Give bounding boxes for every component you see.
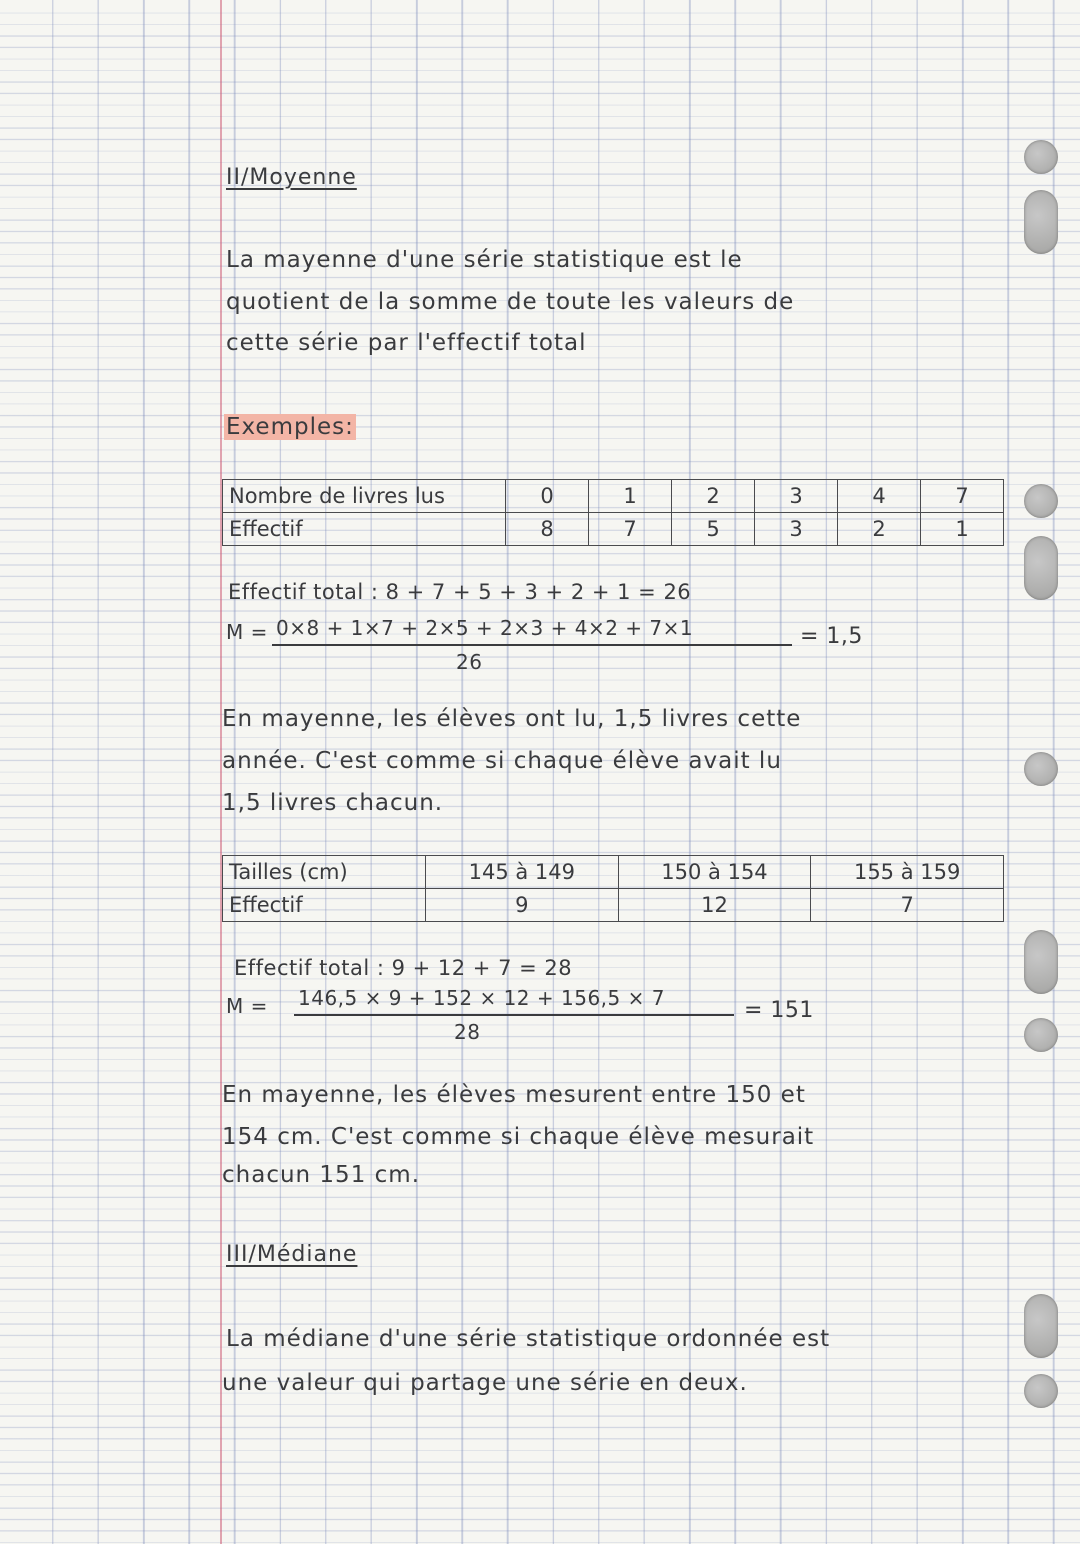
- table-cell: 3: [755, 513, 838, 546]
- table-cell: 2: [672, 480, 755, 513]
- binder-hole-icon: [1024, 752, 1058, 786]
- table-cell: 12: [618, 889, 811, 922]
- examples-heading: Exemples:: [226, 414, 354, 440]
- interpretation-line: 1,5 livres chacun.: [222, 790, 444, 816]
- mean-label: M =: [226, 620, 268, 644]
- section-title: II/Moyenne: [226, 165, 357, 190]
- binder-hole-icon: [1024, 484, 1058, 518]
- table-cell: 8: [506, 513, 589, 546]
- table-cell: 3: [755, 480, 838, 513]
- binder-hole-icon: [1024, 190, 1058, 254]
- table-row: [223, 889, 1004, 922]
- fraction-bar: [294, 1014, 734, 1016]
- binder-hole-icon: [1024, 930, 1058, 994]
- table-cell: 7: [921, 480, 1004, 513]
- total-line: Effectif total : 9 + 12 + 7 = 28: [234, 956, 573, 980]
- table-header-cell: Nombre de livres lus: [223, 480, 506, 513]
- total-line: Effectif total : 8 + 7 + 5 + 3 + 2 + 1 = 26: [228, 580, 692, 604]
- mean-numerator: 0×8 + 1×7 + 2×5 + 2×3 + 4×2 + 7×1: [276, 616, 694, 640]
- mean-denominator: 28: [454, 1020, 481, 1044]
- table-row: [223, 856, 1004, 889]
- table-row: [223, 513, 1004, 546]
- definition-line: quotient de la somme de toute les valeurs de: [226, 289, 795, 315]
- interpretation-line: chacun 151 cm.: [222, 1162, 420, 1188]
- table-cell: 145 à 149: [426, 856, 619, 889]
- books-table: [222, 479, 1004, 546]
- definition-line: La médiane d'une série statistique ordonnée est: [226, 1326, 831, 1352]
- table-cell: 7: [811, 889, 1004, 922]
- interpretation-line: 154 cm. C'est comme si chaque élève mesurait: [222, 1124, 815, 1150]
- definition-line: La mayenne d'une série statistique est le: [226, 247, 743, 273]
- binder-hole-icon: [1024, 1018, 1058, 1052]
- mean-denominator: 26: [456, 650, 483, 674]
- binder-hole-icon: [1024, 1294, 1058, 1358]
- table-cell: 150 à 154: [618, 856, 811, 889]
- interpretation-line: En mayenne, les élèves ont lu, 1,5 livres cette: [222, 706, 802, 732]
- table-cell: 9: [426, 889, 619, 922]
- table-header-cell: Tailles (cm): [223, 856, 426, 889]
- heights-table: [222, 855, 1004, 922]
- mean-result: = 1,5: [800, 624, 863, 649]
- mean-result: = 151: [744, 998, 814, 1023]
- table-header-cell: Effectif: [223, 513, 506, 546]
- table-row: [223, 480, 1004, 513]
- definition-line: une valeur qui partage une série en deux.: [222, 1370, 748, 1396]
- table-cell: 7: [589, 513, 672, 546]
- table-cell: 155 à 159: [811, 856, 1004, 889]
- table-header-cell: Effectif: [223, 889, 426, 922]
- table-cell: 1: [921, 513, 1004, 546]
- binder-hole-icon: [1024, 536, 1058, 600]
- definition-line: cette série par l'effectif total: [226, 330, 587, 356]
- table-cell: 2: [838, 513, 921, 546]
- mean-numerator: 146,5 × 9 + 152 × 12 + 156,5 × 7: [298, 986, 665, 1010]
- interpretation-line: année. C'est comme si chaque élève avait lu: [222, 748, 782, 774]
- mean-label: M =: [226, 994, 268, 1018]
- fraction-bar: [272, 644, 792, 646]
- section-title: III/Médiane: [226, 1242, 358, 1267]
- binder-hole-icon: [1024, 140, 1058, 174]
- binder-hole-icon: [1024, 1374, 1058, 1408]
- table-cell: 1: [589, 480, 672, 513]
- table-cell: 0: [506, 480, 589, 513]
- table-cell: 4: [838, 480, 921, 513]
- table-cell: 5: [672, 513, 755, 546]
- interpretation-line: En mayenne, les élèves mesurent entre 150 et: [222, 1082, 806, 1108]
